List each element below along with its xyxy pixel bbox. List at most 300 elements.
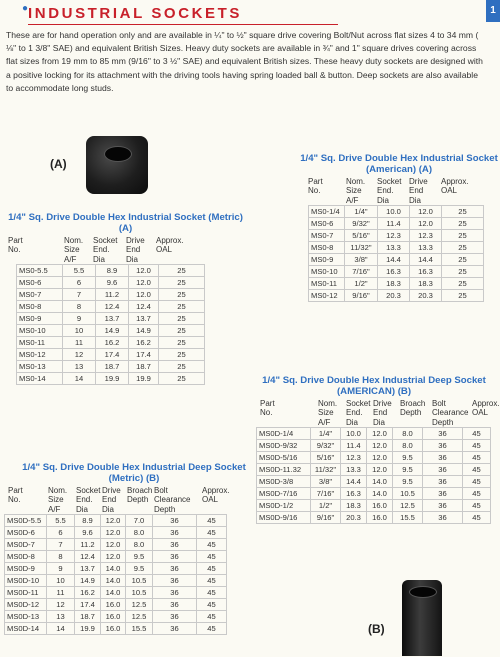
table-cell: 10.5 [393, 488, 423, 500]
table-row [309, 254, 484, 266]
table-cell: 36 [153, 611, 197, 623]
table-cell: 7 [47, 539, 75, 551]
table-cell: 36 [423, 476, 463, 488]
table-cell: 25 [159, 313, 205, 325]
table-cell: 9.5 [393, 476, 423, 488]
table-cell: 45 [463, 440, 491, 452]
part-number-cell: MS0D-9 [5, 563, 47, 575]
table-cell: 18.3 [410, 278, 442, 290]
socket-a-label: (A) [50, 157, 67, 171]
column-header: Approx. OAL [202, 486, 230, 505]
table-cell: 36 [153, 575, 197, 587]
table-cell: 12.0 [101, 551, 126, 563]
table-row [5, 539, 227, 551]
table-cell: 12.3 [378, 230, 410, 242]
table-cell: 45 [197, 599, 227, 611]
table-cell: 17.4 [129, 349, 159, 361]
part-number-cell: MS0-7 [17, 289, 63, 301]
part-number-cell: MS0D-10 [5, 575, 47, 587]
part-number-cell: MS0-12 [17, 349, 63, 361]
socket-a-image [86, 136, 148, 194]
table-cell: 36 [423, 452, 463, 464]
part-number-cell: MS0D-5.5 [5, 515, 47, 527]
table-row [5, 599, 227, 611]
table-row [17, 313, 205, 325]
table-row [17, 277, 205, 289]
table-row [17, 265, 205, 277]
table-cell: 19.9 [129, 373, 159, 385]
table-cell: 8.9 [75, 515, 101, 527]
column-header: Nom. Size A/F [318, 399, 338, 427]
page-title-text: INDUSTRIAL SOCKETS [28, 5, 243, 22]
table-cell: 36 [423, 500, 463, 512]
table-row [17, 325, 205, 337]
socket-b-label: (B) [368, 622, 385, 636]
part-number-cell: MS0-9 [17, 313, 63, 325]
table-block-metric-a [8, 212, 243, 385]
table-cell: 9.5 [393, 452, 423, 464]
part-number-cell: MS0-6 [17, 277, 63, 289]
table-cell: 11.2 [75, 539, 101, 551]
table-cell: 45 [197, 575, 227, 587]
table-cell: 45 [197, 623, 227, 635]
table-row [5, 563, 227, 575]
data-table [256, 427, 491, 524]
table-cell: 25 [159, 373, 205, 385]
table-cell: 5.5 [63, 265, 96, 277]
table-cell: 12.0 [101, 515, 126, 527]
table-cell: 1/4" [345, 206, 378, 218]
table-cell: 5/16" [345, 230, 378, 242]
table-cell: 9.5 [126, 563, 153, 575]
title-underline [28, 24, 338, 25]
table-cell: 9.6 [96, 277, 129, 289]
table-header [260, 399, 498, 427]
table-row [17, 337, 205, 349]
table-cell: 20.3 [410, 290, 442, 302]
part-number-cell: MS0D-7/16 [257, 488, 311, 500]
table-cell: 14.9 [129, 325, 159, 337]
table-row [17, 349, 205, 361]
column-header: Drive End Dia [373, 399, 392, 427]
table-row [309, 290, 484, 302]
table-cell: 9/32" [311, 440, 341, 452]
table-cell: 45 [197, 611, 227, 623]
table-title: 1/4" Sq. Drive Double Hex Industrial Deep Socket (AMERICAN) (B) [262, 375, 486, 397]
table-cell: 18.7 [129, 361, 159, 373]
table-cell: 12.0 [410, 218, 442, 230]
table-cell: 45 [463, 476, 491, 488]
table-cell: 11/32" [345, 242, 378, 254]
column-header: Nom. Size A/F [346, 177, 366, 205]
column-header: Socket End. Dia [93, 236, 118, 264]
table-cell: 45 [197, 563, 227, 575]
table-cell: 16.0 [101, 611, 126, 623]
table-cell: 10.0 [341, 428, 367, 440]
table-cell: 8.0 [126, 527, 153, 539]
table-cell: 45 [463, 428, 491, 440]
table-cell: 12 [63, 349, 96, 361]
column-header: Approx. OAL [156, 236, 184, 255]
column-header: Part No. [308, 177, 323, 196]
table-row [5, 611, 227, 623]
table-cell: 13.3 [378, 242, 410, 254]
table-cell: 36 [153, 599, 197, 611]
table-cell: 12.4 [96, 301, 129, 313]
table-cell: 16.3 [378, 266, 410, 278]
table-cell: 14.0 [101, 587, 126, 599]
table-cell: 45 [463, 452, 491, 464]
table-cell: 12.0 [129, 277, 159, 289]
title-dot-icon: ● [22, 3, 31, 14]
table-row [5, 587, 227, 599]
table-cell: 18.3 [378, 278, 410, 290]
intro-paragraph: These are for hand operation only and are available in ¼" to ½" square drive covering Bolt/Nut across flat sizes 4 to 34 mm ( ⅛" to 1 3/8" SAE) and equivalent British Sizes. Heavy duty sockets are available in ¾" and 1" square drives covering across flat sizes from 19 mm to 85 mm (9/16" to 3 ½" SAE) and equivalent British sizes. These heavy duty sockets are designed with a positive locking for its attachment with the driving tools having spring loaded ball & button. Deep sockets are also available to accommodate long studs. [6, 30, 483, 93]
table-cell: 10 [63, 325, 96, 337]
table-cell: 36 [423, 512, 463, 524]
table-cell: 45 [197, 587, 227, 599]
column-header: Part No. [260, 399, 275, 418]
table-cell: 16.2 [75, 587, 101, 599]
table-cell: 9 [63, 313, 96, 325]
table-cell: 19.9 [75, 623, 101, 635]
table-cell: 16.0 [101, 623, 126, 635]
table-cell: 25 [159, 349, 205, 361]
table-cell: 45 [197, 515, 227, 527]
part-number-cell: MS0D-7 [5, 539, 47, 551]
table-cell: 25 [442, 254, 484, 266]
table-cell: 11.4 [378, 218, 410, 230]
table-cell: 18.7 [75, 611, 101, 623]
column-header: Drive End Dia [102, 486, 121, 514]
part-number-cell: MS0D-13 [5, 611, 47, 623]
table-cell: 1/4" [311, 428, 341, 440]
table-cell: 3/8" [345, 254, 378, 266]
table-cell: 12.0 [367, 452, 393, 464]
table-cell: 3/8" [311, 476, 341, 488]
table-cell: 20.3 [378, 290, 410, 302]
table-cell: 5/16" [311, 452, 341, 464]
table-cell: 14.4 [410, 254, 442, 266]
table-row [309, 266, 484, 278]
table-cell: 13.7 [96, 313, 129, 325]
table-cell: 19.9 [96, 373, 129, 385]
table-cell: 13 [63, 361, 96, 373]
table-cell: 12.5 [126, 599, 153, 611]
column-header: Part No. [8, 236, 23, 255]
table-cell: 12.4 [129, 301, 159, 313]
part-number-cell: MS0-10 [309, 266, 345, 278]
column-header: Socket End. Dia [377, 177, 402, 205]
part-number-cell: MS0D-12 [5, 599, 47, 611]
table-cell: 25 [159, 265, 205, 277]
table-cell: 36 [423, 464, 463, 476]
table-cell: 25 [442, 242, 484, 254]
part-number-cell: MS0D-14 [5, 623, 47, 635]
part-number-cell: MS0-11 [17, 337, 63, 349]
table-cell: 36 [423, 440, 463, 452]
part-number-cell: MS0-12 [309, 290, 345, 302]
table-cell: 12.0 [129, 265, 159, 277]
table-cell: 7 [63, 289, 96, 301]
column-header: Drive End Dia [126, 236, 145, 264]
table-cell: 25 [442, 290, 484, 302]
column-header: Approx. OAL [472, 399, 500, 418]
part-number-cell: MS0D-9/32 [257, 440, 311, 452]
part-number-cell: MS0D-3/8 [257, 476, 311, 488]
column-header: Broach Depth [400, 399, 426, 418]
table-cell: 25 [159, 337, 205, 349]
part-number-cell: MS0D-9/16 [257, 512, 311, 524]
table-title: 1/4" Sq. Drive Double Hex Industrial Deep Socket (Metric) (B) [22, 462, 246, 484]
table-cell: 14.4 [341, 476, 367, 488]
table-cell: 16.3 [410, 266, 442, 278]
table-row [5, 515, 227, 527]
part-number-cell: MS0-9 [309, 254, 345, 266]
table-cell: 36 [423, 428, 463, 440]
part-number-cell: MS0D-11 [5, 587, 47, 599]
part-number-cell: MS0-7 [309, 230, 345, 242]
table-cell: 10 [47, 575, 75, 587]
table-cell: 16.0 [101, 599, 126, 611]
part-number-cell: MS0-11 [309, 278, 345, 290]
table-cell: 25 [442, 266, 484, 278]
table-row [17, 373, 205, 385]
part-number-cell: MS0-5.5 [17, 265, 63, 277]
table-row [309, 218, 484, 230]
part-number-cell: MS0D-1/2 [257, 500, 311, 512]
part-number-cell: MS0D-8 [5, 551, 47, 563]
table-cell: 16.0 [367, 512, 393, 524]
part-number-cell: MS0-10 [17, 325, 63, 337]
table-row [257, 476, 491, 488]
table-cell: 36 [153, 551, 197, 563]
table-title: 1/4" Sq. Drive Double Hex Industrial Socket (Metric) (A) [8, 212, 243, 234]
table-cell: 14.4 [378, 254, 410, 266]
table-cell: 14.0 [101, 575, 126, 587]
table-cell: 14.9 [96, 325, 129, 337]
table-block-american-b [256, 375, 498, 524]
column-header: Part No. [8, 486, 23, 505]
table-cell: 14.9 [75, 575, 101, 587]
table-cell: 14 [63, 373, 96, 385]
table-cell: 13.7 [129, 313, 159, 325]
table-cell: 16.0 [367, 500, 393, 512]
table-cell: 36 [153, 563, 197, 575]
table-row [17, 361, 205, 373]
table-cell: 17.4 [96, 349, 129, 361]
table-row [5, 527, 227, 539]
table-block-metric-b [4, 462, 264, 635]
table-cell: 9/16" [311, 512, 341, 524]
table-cell: 45 [197, 551, 227, 563]
table-cell: 25 [442, 206, 484, 218]
table-cell: 16.2 [96, 337, 129, 349]
table-row [5, 551, 227, 563]
table-row [309, 278, 484, 290]
table-cell: 45 [197, 527, 227, 539]
table-cell: 12 [47, 599, 75, 611]
part-number-cell: MS0-13 [17, 361, 63, 373]
table-cell: 10.0 [378, 206, 410, 218]
table-cell: 11.2 [96, 289, 129, 301]
table-cell: 45 [463, 500, 491, 512]
table-cell: 1/2" [345, 278, 378, 290]
table-cell: 13.3 [410, 242, 442, 254]
column-header: Broach Depth [127, 486, 153, 505]
table-cell: 36 [423, 488, 463, 500]
table-cell: 11.4 [341, 440, 367, 452]
table-cell: 9 [47, 563, 75, 575]
column-header: Socket End. Dia [346, 399, 371, 427]
table-row [257, 440, 491, 452]
table-cell: 7.0 [126, 515, 153, 527]
table-cell: 12.0 [367, 440, 393, 452]
table-cell: 20.3 [341, 512, 367, 524]
table-cell: 10.5 [126, 587, 153, 599]
table-cell: 12.0 [367, 464, 393, 476]
table-cell: 25 [159, 277, 205, 289]
part-number-cell: MS0-1/4 [309, 206, 345, 218]
column-header: Drive End Dia [409, 177, 428, 205]
table-cell: 8.0 [393, 440, 423, 452]
table-cell: 15.5 [126, 623, 153, 635]
table-cell: 11 [63, 337, 96, 349]
table-cell: 25 [159, 289, 205, 301]
table-cell: 45 [197, 539, 227, 551]
table-cell: 11/32" [311, 464, 341, 476]
table-cell: 9.5 [126, 551, 153, 563]
page-tab: 1 [486, 0, 500, 22]
data-table [4, 514, 227, 635]
table-header [308, 177, 498, 205]
table-cell: 5.5 [47, 515, 75, 527]
column-header: Bolt Clearance Depth [432, 399, 469, 427]
table-row [17, 301, 205, 313]
table-cell: 15.5 [393, 512, 423, 524]
table-cell: 13.7 [75, 563, 101, 575]
table-cell: 25 [159, 325, 205, 337]
page-title [22, 3, 243, 22]
table-cell: 12.0 [129, 289, 159, 301]
table-cell: 10.5 [126, 575, 153, 587]
table-cell: 7/16" [345, 266, 378, 278]
table-cell: 12.3 [341, 452, 367, 464]
table-cell: 45 [463, 512, 491, 524]
table-cell: 14.0 [367, 488, 393, 500]
table-cell: 12.0 [410, 206, 442, 218]
table-row [309, 242, 484, 254]
table-cell: 14.0 [367, 476, 393, 488]
table-cell: 12.5 [126, 611, 153, 623]
table-cell: 12.0 [101, 539, 126, 551]
table-cell: 36 [153, 623, 197, 635]
table-cell: 12.5 [393, 500, 423, 512]
column-header: Bolt Clearance Depth [154, 486, 191, 514]
table-cell: 12.4 [75, 551, 101, 563]
table-cell: 25 [159, 301, 205, 313]
table-cell: 17.4 [75, 599, 101, 611]
table-row [257, 488, 491, 500]
column-header: Socket End. Dia [76, 486, 101, 514]
table-cell: 45 [463, 464, 491, 476]
table-cell: 36 [153, 539, 197, 551]
part-number-cell: MS0D-1/4 [257, 428, 311, 440]
table-cell: 9.6 [75, 527, 101, 539]
column-header: Nom. Size A/F [64, 236, 84, 264]
part-number-cell: MS0-8 [17, 301, 63, 313]
table-cell: 8.9 [96, 265, 129, 277]
table-row [309, 206, 484, 218]
table-cell: 25 [159, 361, 205, 373]
table-cell: 13 [47, 611, 75, 623]
column-header: Approx. OAL [441, 177, 469, 196]
table-row [257, 452, 491, 464]
table-cell: 14.0 [101, 563, 126, 575]
table-cell: 18.3 [341, 500, 367, 512]
table-cell: 25 [442, 278, 484, 290]
part-number-cell: MS0D-6 [5, 527, 47, 539]
data-table [16, 264, 205, 385]
table-row [5, 575, 227, 587]
data-table [308, 205, 484, 302]
table-cell: 36 [153, 515, 197, 527]
table-row [309, 230, 484, 242]
part-number-cell: MS0-8 [309, 242, 345, 254]
table-cell: 8 [63, 301, 96, 313]
table-header [8, 236, 243, 264]
table-cell: 13.3 [341, 464, 367, 476]
table-cell: 45 [463, 488, 491, 500]
table-row [257, 500, 491, 512]
table-cell: 12.0 [101, 527, 126, 539]
table-cell: 25 [442, 230, 484, 242]
table-cell: 9/16" [345, 290, 378, 302]
table-cell: 9/32" [345, 218, 378, 230]
table-cell: 14 [47, 623, 75, 635]
table-cell: 8.0 [126, 539, 153, 551]
table-cell: 25 [442, 218, 484, 230]
table-cell: 1/2" [311, 500, 341, 512]
column-header: Nom. Size A/F [48, 486, 68, 514]
table-cell: 18.7 [96, 361, 129, 373]
table-cell: 8.0 [393, 428, 423, 440]
table-cell: 36 [153, 527, 197, 539]
table-cell: 6 [63, 277, 96, 289]
table-cell: 11 [47, 587, 75, 599]
part-number-cell: MS0D-5/16 [257, 452, 311, 464]
table-row [257, 464, 491, 476]
part-number-cell: MS0-14 [17, 373, 63, 385]
table-header [8, 486, 264, 514]
part-number-cell: MS0-6 [309, 218, 345, 230]
table-cell: 16.2 [129, 337, 159, 349]
table-block-american-a [300, 153, 498, 302]
table-row [257, 428, 491, 440]
table-row [5, 623, 227, 635]
socket-b-image [402, 580, 442, 656]
table-cell: 12.3 [410, 230, 442, 242]
table-cell: 36 [153, 587, 197, 599]
table-cell: 12.0 [367, 428, 393, 440]
table-cell: 9.5 [393, 464, 423, 476]
table-row [257, 512, 491, 524]
part-number-cell: MS0D-11.32 [257, 464, 311, 476]
table-cell: 8 [47, 551, 75, 563]
table-cell: 7/16" [311, 488, 341, 500]
table-title: 1/4" Sq. Drive Double Hex Industrial Socket (American) (A) [300, 153, 498, 175]
table-cell: 16.3 [341, 488, 367, 500]
